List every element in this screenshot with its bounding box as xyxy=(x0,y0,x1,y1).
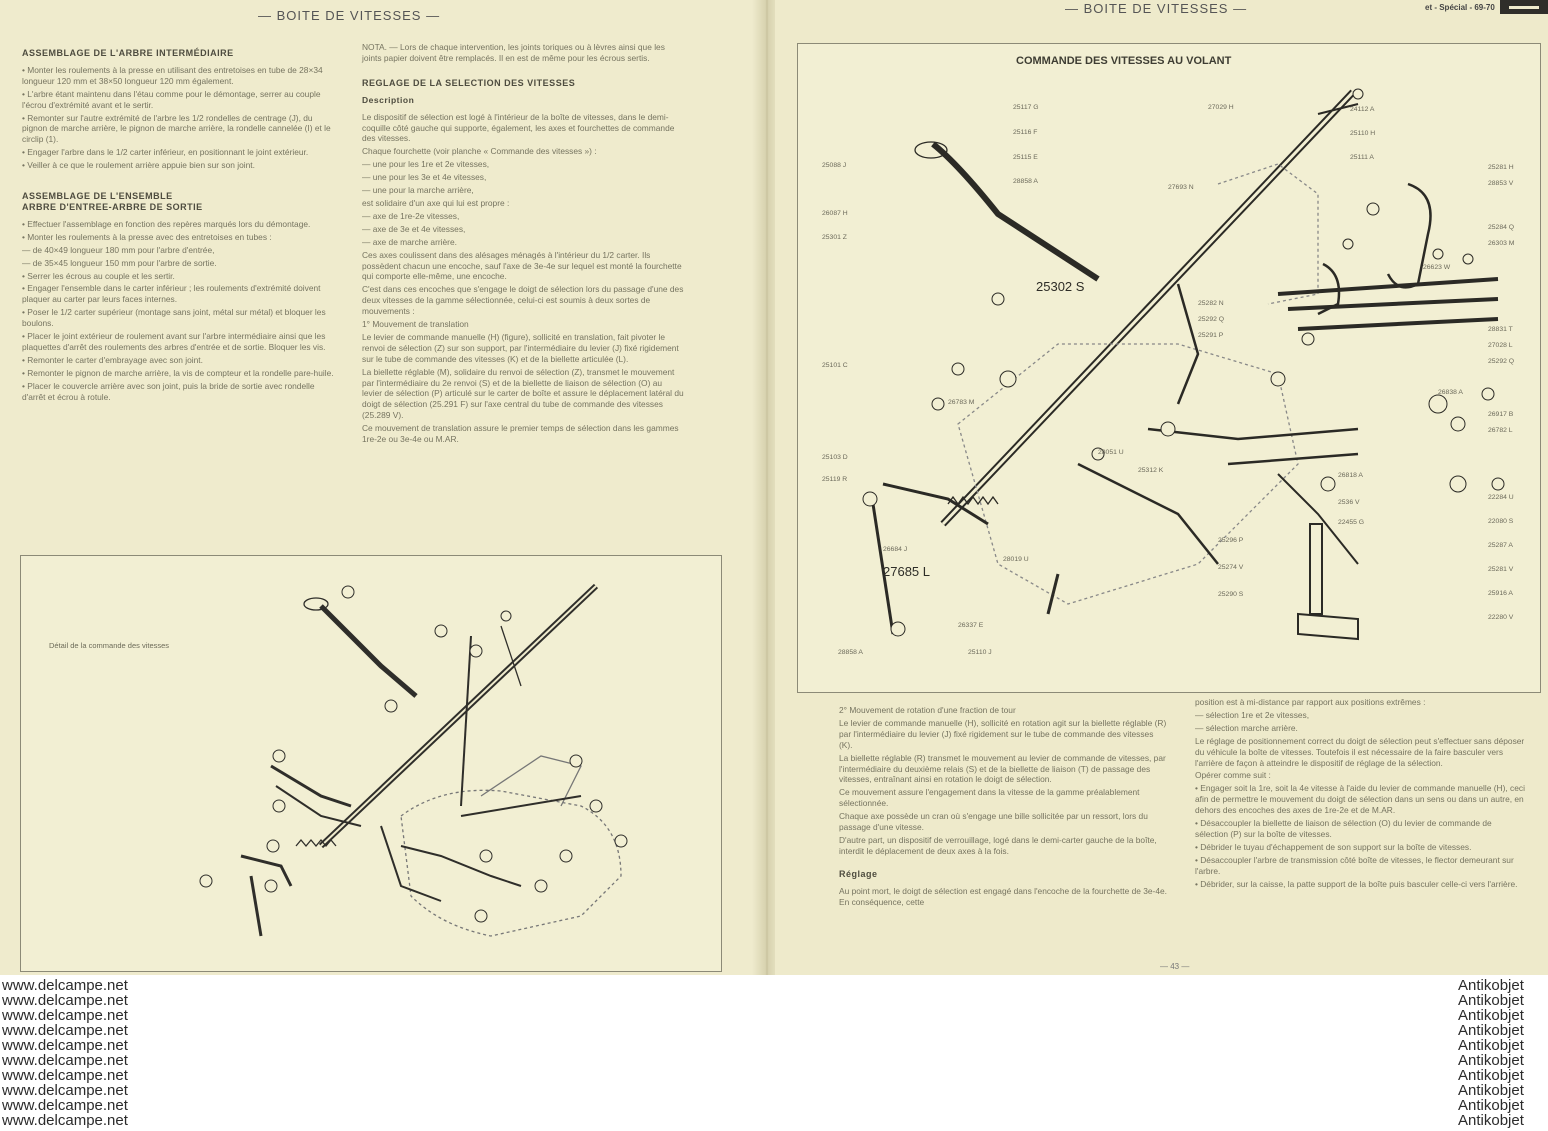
paragraph: • Désaccoupler l'arbre de transmission côté boîte de vitesses, le flector demeurant sur l'arbre. xyxy=(1195,854,1514,876)
subheading-description: Description xyxy=(362,94,415,105)
magazine-logo: ▬▬▬ xyxy=(1500,0,1548,14)
heading-reglage: Réglage xyxy=(839,868,878,879)
paragraph: — une pour les 3e et 4e vitesses, xyxy=(362,172,487,183)
paragraph: — de 40×49 longueur 180 mm pour l'arbre d'entrée, xyxy=(22,244,215,255)
part-label: 25312 K xyxy=(1138,467,1164,474)
part-label-large: 25302 S xyxy=(1036,279,1085,294)
part-label: 27028 L xyxy=(1488,342,1513,349)
part-label: 25111 A xyxy=(1350,154,1374,161)
steering-column-exploded-drawing xyxy=(798,44,1540,692)
part-label: 25281 V xyxy=(1488,566,1514,573)
paragraph: — axe de marche arrière. xyxy=(362,236,457,247)
part-label: 25296 P xyxy=(1218,537,1244,544)
paragraph: Chaque axe possède un cran où s'engage une bille sollicitée par un ressort, lors du passage d'une vitesse. xyxy=(839,811,1148,833)
paragraph: — sélection 1re et 2e vitesses, xyxy=(1195,709,1310,720)
running-head-left: — BOITE DE VITESSES — xyxy=(258,8,441,23)
paragraph: est solidaire d'un axe qui lui est propre : xyxy=(362,197,510,208)
footer-link[interactable]: www.delcampe.net xyxy=(2,1097,128,1114)
part-label: 25117 G xyxy=(1013,104,1039,111)
part-label: 25916 A xyxy=(1488,590,1513,597)
paragraph: • L'arbre étant maintenu dans l'étau comme pour le démontage, serrer au couple l'écrou d'extrémité avant et le sertir. xyxy=(22,88,321,110)
left-figure xyxy=(20,555,722,972)
footer-seller: Antikobjet xyxy=(1458,1067,1524,1084)
part-label: 24112 A xyxy=(1350,106,1375,113)
paragraph: • Remonter le pignon de marche arrière, la vis de compteur et la rondelle pare-huile. xyxy=(22,367,334,378)
left-column-1 xyxy=(22,48,340,404)
footer-seller: Antikobjet xyxy=(1458,977,1524,994)
paragraph: — une pour les 1re et 2e vitesses, xyxy=(362,159,490,170)
footer-seller: Antikobjet xyxy=(1458,1097,1524,1114)
part-label: 26087 H xyxy=(822,210,848,217)
page-number: — 43 — xyxy=(1160,962,1190,971)
footer-seller: Antikobjet xyxy=(1458,1022,1524,1039)
left-page xyxy=(0,0,760,975)
part-label: 26684 J xyxy=(883,546,908,553)
paragraph: — axe de 1re-2e vitesses, xyxy=(362,210,460,221)
part-label: 28831 T xyxy=(1488,326,1513,333)
paragraph: 2° Mouvement de rotation d'une fraction de tour xyxy=(839,705,1016,715)
part-label: 22455 G xyxy=(1338,519,1365,526)
footer-seller: Antikobjet xyxy=(1458,1082,1524,1099)
footer-link[interactable]: www.delcampe.net xyxy=(2,1082,128,1099)
paragraph: La biellette réglable (M), solidaire du renvoi de sélection (Z), transmet le mouvement par l'intermédiaire du 2e renvoi (S) et de la biellette de liaison de sélection (O) au levier de sélection (P) articulé sur le carter de boîte et assure le déplacement latéral du doigt de sélection (25.291 F) sur l'axe central du tube de commande des vitesses (25.289 V). xyxy=(362,366,684,421)
paragraph: — axe de 3e et 4e vitesses, xyxy=(362,223,466,234)
heading-arbre-entree-sortie: ARBRE D'ENTREE-ARBRE DE SORTIE xyxy=(22,201,203,212)
paragraph: position est à mi-distance par rapport aux positions extrêmes : xyxy=(1195,697,1426,707)
part-label: 27029 H xyxy=(1208,104,1234,111)
part-label: 25281 H xyxy=(1488,164,1514,171)
paragraph: • Effectuer l'assemblage en fonction des repères marqués lors du démontage. xyxy=(22,218,311,229)
part-label: 25287 A xyxy=(1488,542,1513,549)
paragraph: • Placer le joint extérieur de roulement avant sur l'arbre intermédiaire ainsi que les plaquettes d'arrêt des roulements des arbres d'entrée et de sortie. Bloquer les vis. xyxy=(22,331,326,352)
part-label: 25292 Q xyxy=(1488,358,1515,365)
part-label: 25290 S xyxy=(1218,591,1244,598)
part-label: 22284 U xyxy=(1488,494,1514,501)
part-label: 25282 N xyxy=(1198,300,1224,307)
heading-reglage-selection: REGLAGE DE LA SELECTION DES VITESSES xyxy=(362,77,576,88)
part-label: 28019 U xyxy=(1003,556,1029,563)
part-label: 26623 W xyxy=(1423,264,1451,271)
footer-link[interactable]: www.delcampe.net xyxy=(2,1052,128,1069)
right-column-1 xyxy=(839,705,1169,910)
paragraph: • Engager l'ensemble dans le carter inférieur ; les roulements d'extrémité doivent plaquer au carter par leurs faces internes. xyxy=(22,283,321,305)
part-label: 26783 M xyxy=(948,399,975,406)
paragraph: • Débrider le tuyau d'échappement de son support sur la boîte de vitesses. xyxy=(1195,841,1472,852)
part-label: 25115 E xyxy=(1013,154,1038,161)
paragraph: Le dispositif de sélection est logé à l'intérieur de la boîte de vitesses, dans le demi-coquille côté gauche qui supporte, également, les axes et fourchettes de commande des vitesses. xyxy=(362,111,675,144)
paragraph: Le réglage de positionnement correct du doigt de sélection peut s'effectuer sans déposer du véhicule la boîte de vitesses. Toutefois il est nécessaire de la faire basculer vers l'arrière de façon à atteindre le dispositif de réglage de la sélection. xyxy=(1195,735,1525,768)
paragraph: • Monter les roulements à la presse avec des entretoises en tubes : xyxy=(22,231,272,242)
paragraph: — une pour la marche arrière, xyxy=(362,185,474,196)
footer-link[interactable]: www.delcampe.net xyxy=(2,1037,128,1054)
part-label: 26838 A xyxy=(1438,389,1463,396)
part-label: 28051 U xyxy=(1098,449,1124,456)
running-head-right: — BOITE DE VITESSES — xyxy=(1065,1,1248,16)
part-label: 25110 H xyxy=(1350,130,1376,137)
right-page xyxy=(775,0,1548,975)
paragraph: La biellette réglable (R) transmet le mouvement au levier de commande de vitesses, par l'intermédiaire du deuxième relais (S) et de la biellette de liaison (T) de passage des vitesses, entraînant ainsi en rotation le doigt de sélection. xyxy=(839,752,1166,785)
footer-seller: Antikobjet xyxy=(1458,1112,1524,1129)
heading-ensemble: ASSEMBLAGE DE L'ENSEMBLE xyxy=(22,191,173,202)
footer-link[interactable]: www.delcampe.net xyxy=(2,1112,128,1129)
part-label: 25291 P xyxy=(1198,332,1224,339)
part-label: 25110 J xyxy=(968,649,992,656)
part-label: 28858 A xyxy=(838,649,863,656)
right-column-2 xyxy=(1195,697,1527,892)
part-label: 26818 A xyxy=(1338,472,1363,479)
footer-link[interactable]: www.delcampe.net xyxy=(2,977,128,994)
part-label: 25119 R xyxy=(822,476,848,483)
paragraph: • Monter les roulements à la presse en utilisant des entretoises en tube de 28×34 longueur 120 mm et 38×50 longueur 120 mm également. xyxy=(22,64,323,86)
footer-seller: Antikobjet xyxy=(1458,1052,1524,1069)
right-figure xyxy=(797,43,1541,693)
part-label: 25301 Z xyxy=(822,234,847,241)
paragraph: D'autre part, un dispositif de verrouillage, logé dans le demi-carter gauche de la boîte, interdit le déplacement de deux axes à la fois. xyxy=(839,834,1157,856)
paragraph: Le levier de commande manuelle (H), sollicité en rotation agit sur la biellette réglable (R) par l'intermédiaire du levier (J) fixé rigidement sur le tube de commande des vitesses (K). xyxy=(839,717,1167,750)
gear-linkage-drawing xyxy=(21,556,721,971)
paragraph: Ce mouvement de translation assure le premier temps de sélection dans les gammes 1re-2e ou 3e-4e ou M.AR. xyxy=(362,423,679,445)
part-label: 27693 N xyxy=(1168,184,1194,191)
part-label: 28858 A xyxy=(1013,178,1038,185)
part-label: 25116 F xyxy=(1013,129,1038,136)
footer-link[interactable]: www.delcampe.net xyxy=(2,1067,128,1084)
paragraph: • Débrider, sur la caisse, la patte support de la boîte puis basculer celle-ci vers l'arrière. xyxy=(1195,878,1518,889)
part-label: 22080 S xyxy=(1488,518,1514,525)
footer-seller: Antikobjet xyxy=(1458,1037,1524,1054)
part-label: 25103 D xyxy=(822,454,848,461)
issue-label: et - Spécial - 69-70 xyxy=(1425,3,1495,12)
part-label: 25088 J xyxy=(822,162,847,169)
part-label: 26337 E xyxy=(958,622,984,629)
nota-paragraph: NOTA. — Lors de chaque intervention, les joints toriques ou à lèvres ainsi que les joints papier doivent être remplacés. Il en est de même pour les écrous sertis. xyxy=(362,42,665,63)
paragraph: Au point mort, le doigt de sélection est engagé dans l'encoche de la fourchette de 3e-4e. En conséquence, cette xyxy=(839,885,1167,907)
left-column-2 xyxy=(362,42,684,447)
paragraph: — sélection marche arrière. xyxy=(1195,722,1298,733)
part-label: 26782 L xyxy=(1488,427,1513,434)
paragraph: — de 35×45 longueur 150 mm pour l'arbre de sortie. xyxy=(22,257,217,268)
part-label: 25274 V xyxy=(1218,564,1244,571)
figure-caption: Détail de la commande des vitesses xyxy=(49,641,170,650)
paragraph: Le levier de commande manuelle (H) (figure), sollicité en translation, fait pivoter le renvoi de sélection (Z) sur son support, par l'intermédiaire du levier (J) fixé rigidement sur le tube de commande des vitesses (K) et de la biellette articulée (L). xyxy=(362,331,679,364)
part-label: 2536 V xyxy=(1338,499,1360,506)
footer-seller: Antikobjet xyxy=(1458,1007,1524,1024)
paragraph: • Remonter le carter d'embrayage avec son joint. xyxy=(22,354,203,365)
paragraph: Chaque fourchette (voir planche « Commande des vitesses ») : xyxy=(362,146,597,157)
paragraph: • Engager l'arbre dans le 1/2 carter inférieur, en positionnant le joint extérieur. xyxy=(22,147,309,158)
paragraph: • Veiller à ce que le roulement arrière appuie bien sur son joint. xyxy=(22,160,255,171)
part-label-large: 27685 L xyxy=(883,564,930,579)
part-label: 25101 C xyxy=(822,362,848,369)
paragraph: C'est dans ces encoches que s'engage le doigt de sélection lors du passage d'une des deux vitesses de la gamme sélectionnée, celui-ci est soumis à deux sortes de mouvements : xyxy=(362,284,684,317)
footer-link[interactable]: www.delcampe.net xyxy=(2,1022,128,1039)
paragraph: • Remonter sur l'autre extrémité de l'arbre les 1/2 rondelles de centrage (J), du pignon de marche arrière, le pignon de marche arrière, la rondelle cannelée (I) et le circlip (1). xyxy=(22,112,331,145)
paragraph: • Serrer les écrous au couple et les sertir. xyxy=(22,270,175,281)
paragraph: • Désaccoupler la biellette de liaison de sélection (O) du levier de commande de sélection (P) sur la boîte de vitesses. xyxy=(1195,818,1492,839)
paragraph: Opérer comme suit : xyxy=(1195,770,1271,781)
paragraph: • Poser le 1/2 carter supérieur (montage sans joint, métal sur métal) et bloquer les boulons. xyxy=(22,307,326,329)
footer-seller: Antikobjet xyxy=(1458,992,1524,1009)
part-label: 25292 Q xyxy=(1198,316,1225,323)
footer-link[interactable]: www.delcampe.net xyxy=(2,1007,128,1024)
paragraph: • Engager soit la 1re, soit la 4e vitesse à l'aide du levier de commande manuelle (H), ceci afin de permettre le mouvement du doigt de sélection dans un sens ou dans un autre, en dehors des encoches des axes de 1re-2e et de M.AR. xyxy=(1195,783,1525,816)
part-label: 25284 Q xyxy=(1488,224,1515,231)
figure-title: COMMANDE DES VITESSES AU VOLANT xyxy=(1016,55,1232,67)
heading-arbre-intermediaire: ASSEMBLAGE DE L'ARBRE INTERMÉDIAIRE xyxy=(22,48,234,58)
part-label: 26917 B xyxy=(1488,411,1514,418)
part-label: 22280 V xyxy=(1488,614,1514,621)
paragraph: 1° Mouvement de translation xyxy=(362,319,469,330)
paragraph: Ces axes coulissent dans des alésages ménagés à l'intérieur du 1/2 carter. Ils possèdent chacun une encoche, sauf l'axe de 3e-4e sur lequel est monté la fourchette qui comporte elle-même, une encoche. xyxy=(362,249,682,282)
paragraph: • Placer le couvercle arrière avec son joint, puis la bride de sortie avec rondelle d'arrêt et écrou à rotule. xyxy=(22,380,315,402)
watermark-footer xyxy=(0,975,1548,1131)
part-label: 28853 V xyxy=(1488,180,1514,187)
part-label: 26303 M xyxy=(1488,240,1515,247)
footer-link[interactable]: www.delcampe.net xyxy=(2,992,128,1009)
paragraph: Ce mouvement assure l'engagement dans la vitesse de la gamme préalablement sélectionnée. xyxy=(839,787,1140,809)
